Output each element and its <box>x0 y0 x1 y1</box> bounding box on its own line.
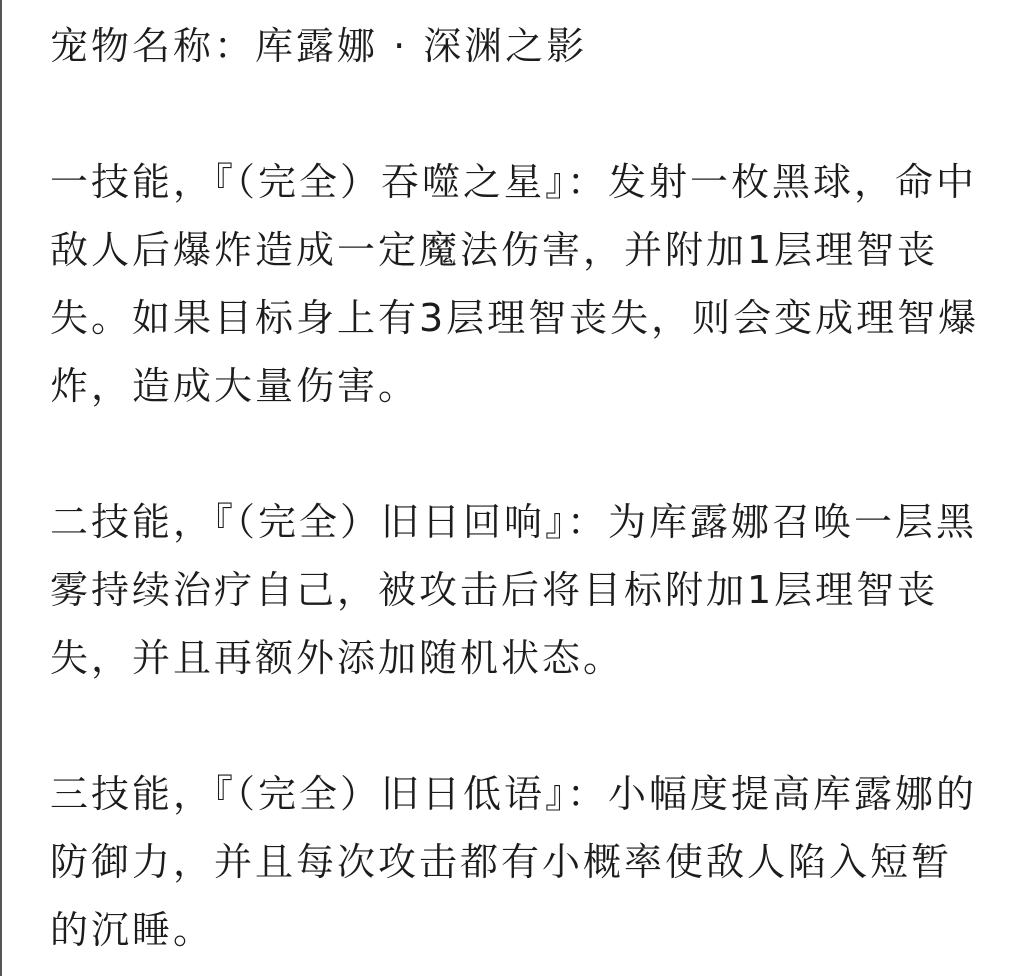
document-body <box>50 12 980 964</box>
skill-one-description: 一技能，『（完全）吞噬之星』：发射一枚黑球，命中敌人后爆炸造成一定魔法伤害，并附加1层理智丧失。如果目标身上有3层理智丧失，则会变成理智爆炸，造成大量伤害。 <box>50 160 980 408</box>
pet-name-line: 宠物名称：库露娜 · 深渊之影 <box>50 24 588 68</box>
skill-three-description: 三技能，『（完全）旧日低语』：小幅度提高库露娜的防御力，并且每次攻击都有小概率使敌人陷入短暂的沉睡。 <box>50 772 978 952</box>
skill-two-description: 二技能，『（完全）旧日回响』：为库露娜召唤一层黑雾持续治疗自己，被攻击后将目标附加1层理智丧失，并且再额外添加随机状态。 <box>50 500 978 680</box>
